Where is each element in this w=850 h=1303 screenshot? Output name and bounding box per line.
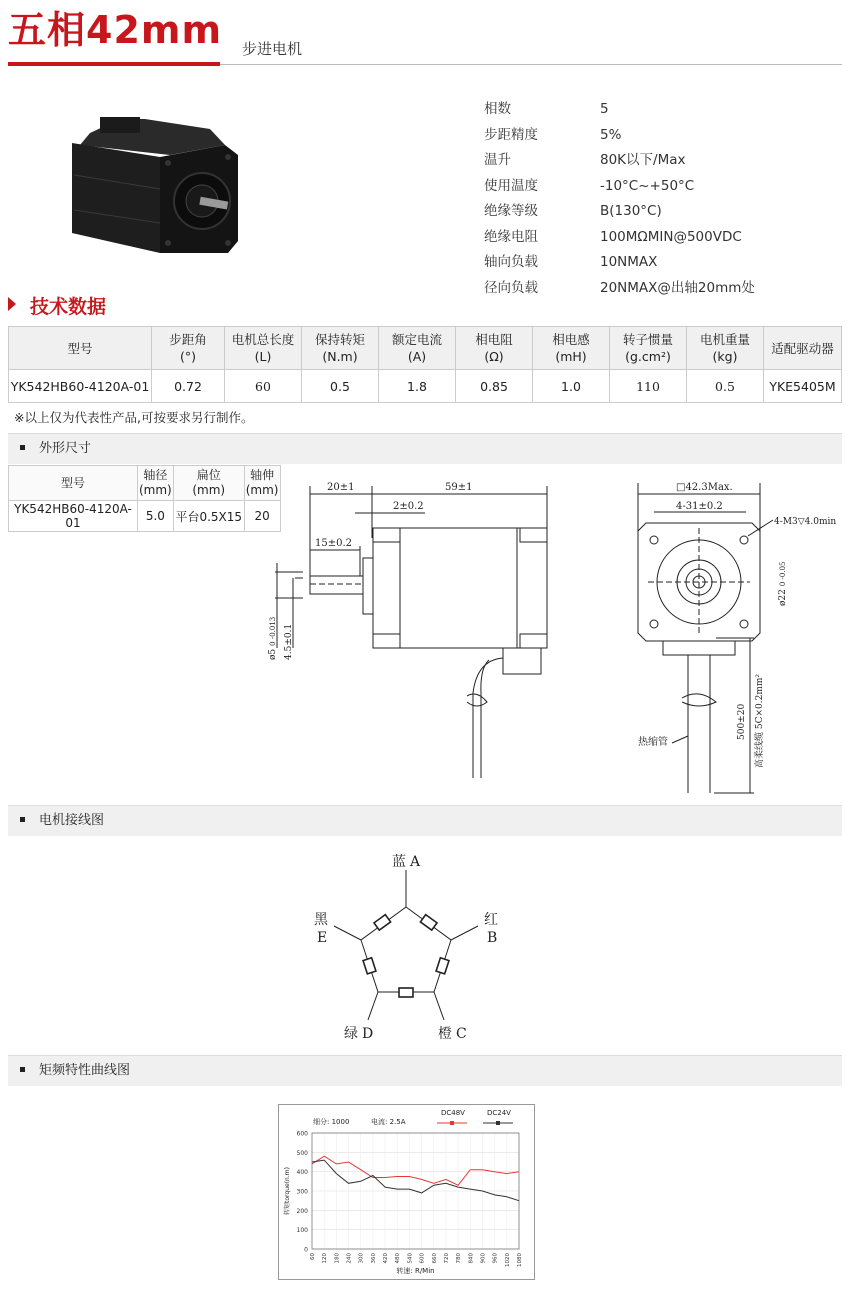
y-tick-label: 400 (296, 1169, 308, 1177)
x-tick-label: 300 (358, 1253, 365, 1264)
outline-table (8, 465, 281, 532)
section-band-curve: 矩频特性曲线图 (8, 1055, 842, 1086)
torque-chart (279, 1105, 534, 1279)
header-accent-bar (8, 62, 220, 66)
section-band-outline: 外形尺寸 (8, 433, 842, 464)
cable-label: 高柔线缆 5C×0.2mm² (755, 673, 765, 768)
table-row (9, 370, 842, 403)
x-tick-label: 780 (456, 1253, 463, 1264)
dim-59: 59±1 (445, 482, 473, 493)
series-line-dc48v (312, 1156, 519, 1185)
x-tick-label: 720 (443, 1253, 450, 1264)
table-header-row: 型号 轴径 (mm) 扁位 (mm) 轴伸 (mm) (9, 466, 281, 501)
col-header: 适配驱动器 (764, 327, 842, 370)
x-tick-label: 900 (480, 1253, 487, 1264)
col-header: 电机重量 (kg) (687, 327, 764, 370)
x-tick-label: 120 (322, 1253, 329, 1264)
col-header: 相电阻 (Ω) (456, 327, 533, 370)
curve-chart-frame (278, 1104, 535, 1280)
tech-table (8, 326, 842, 403)
cell-length: 60 (225, 370, 302, 403)
node-e-en: E (317, 930, 328, 946)
dim-42-3: □42.3Max. (676, 482, 733, 493)
y-tick-label: 200 (296, 1207, 308, 1215)
x-tick-label: 60 (310, 1253, 316, 1260)
bullet-icon (20, 445, 25, 450)
spec-row: 温升 80K以下/Max (484, 152, 686, 168)
bullet-icon (20, 1067, 25, 1072)
spec-row: 绝缘电阻 100MΩMIN@500VDC (484, 229, 742, 245)
legend-marker (450, 1121, 454, 1125)
motor-product-image (60, 105, 250, 265)
spec-row: 相数 5 (484, 101, 609, 117)
dim-22: ø220 -0.05 (778, 561, 788, 606)
dim-shaft-5: ø50 -0.013 (268, 616, 278, 660)
x-tick-label: 240 (346, 1253, 353, 1264)
cell-current: 1.8 (379, 370, 456, 403)
cell-inertia: 110 (610, 370, 687, 403)
node-e-cn: 黑 (314, 912, 328, 928)
node-a-label: 蓝 A (392, 854, 421, 870)
y-axis-label: 转矩torque(n.m) (284, 1167, 291, 1215)
cell-weight: 0.5 (687, 370, 764, 403)
y-tick-label: 600 (296, 1130, 308, 1138)
sleeve-label: 热缩管 (638, 737, 668, 748)
dim-4-31: 4-31±0.2 (676, 501, 723, 512)
page-subtitle: 步进电机 (242, 40, 303, 58)
x-tick-label: 420 (383, 1253, 390, 1264)
spec-row: 使用温度 -10°C~+50°C (484, 178, 695, 194)
col-header: 额定电流 (A) (379, 327, 456, 370)
x-tick-label: 540 (407, 1253, 414, 1264)
col-header: 型号 (9, 327, 152, 370)
page-title: 五相42mm (8, 8, 223, 52)
col-header: 步距角 (°) (152, 327, 225, 370)
x-tick-label: 480 (395, 1253, 402, 1264)
side-view-drawing (255, 478, 585, 800)
cell-step-angle: 0.72 (152, 370, 225, 403)
x-tick-label: 1080 (517, 1253, 523, 1267)
section-title-tech: 技术数据 (8, 292, 106, 319)
col-header: 转子惯量 (g.cm²) (610, 327, 687, 370)
cell-driver: YKE5405M (764, 370, 842, 403)
spec-row: 绝缘等级 B(130°C) (484, 203, 662, 219)
x-tick-label: 360 (370, 1253, 377, 1264)
x-tick-label: 600 (419, 1253, 426, 1264)
cell-resistance: 0.85 (456, 370, 533, 403)
node-d-label: 绿 D (344, 1026, 374, 1042)
col-header: 相电感 (mH) (533, 327, 610, 370)
wiring-diagram (290, 840, 530, 1050)
front-view-drawing (618, 478, 848, 800)
node-b-en: B (487, 930, 498, 946)
dim-15: 15±0.2 (315, 538, 353, 549)
triangle-icon (8, 297, 16, 311)
tech-note: ※以上仅为代表性产品,可按要求另行制作。 (14, 410, 254, 425)
section-band-wiring: 电机接线图 (8, 805, 842, 836)
node-c-label: 橙 C (438, 1026, 467, 1042)
x-axis-label: 转速: R/Min (396, 1267, 435, 1275)
y-tick-label: 100 (296, 1227, 308, 1235)
spec-row: 步距精度 5% (484, 127, 622, 143)
cell-model: YK542HB60-4120A-01 (9, 370, 152, 403)
dim-m3: 4-M3▽4.0min (774, 517, 837, 527)
spec-row: 轴向负载 10NMAX (484, 254, 658, 270)
col-header: 保持转矩 (N.m) (302, 327, 379, 370)
y-tick-label: 300 (296, 1188, 308, 1196)
legend-label: DC48V (441, 1109, 465, 1117)
dim-2: 2±0.2 (393, 501, 424, 512)
cell-inductance: 1.0 (533, 370, 610, 403)
table-row: YK542HB60-4120A-01 5.0 平台0.5X15 20 (9, 501, 281, 532)
col-header: 电机总长度 (L) (225, 327, 302, 370)
bullet-icon (20, 817, 25, 822)
x-tick-label: 1020 (504, 1253, 511, 1267)
node-b-cn: 红 (484, 912, 498, 928)
dim-500: 500±20 (737, 703, 747, 740)
info-current: 电流: 2.5A (371, 1118, 406, 1126)
info-subdivision: 细分: 1000 (313, 1118, 350, 1126)
legend-label: DC24V (487, 1109, 511, 1117)
y-tick-label: 0 (304, 1246, 308, 1254)
legend-marker (496, 1121, 500, 1125)
x-tick-label: 960 (492, 1253, 499, 1264)
x-tick-label: 180 (334, 1253, 341, 1264)
table-header-row (9, 327, 842, 370)
x-tick-label: 660 (431, 1253, 438, 1264)
dim-20: 20±1 (327, 482, 355, 493)
series-line-dc24v (312, 1160, 519, 1201)
dim-flat-4.5: 4.5±0.1 (284, 623, 294, 660)
cell-torque: 0.5 (302, 370, 379, 403)
x-tick-label: 840 (468, 1253, 475, 1264)
spec-row: 径向负载 20NMAX@出轴20mm处 (484, 280, 755, 296)
y-tick-label: 500 (296, 1149, 308, 1157)
